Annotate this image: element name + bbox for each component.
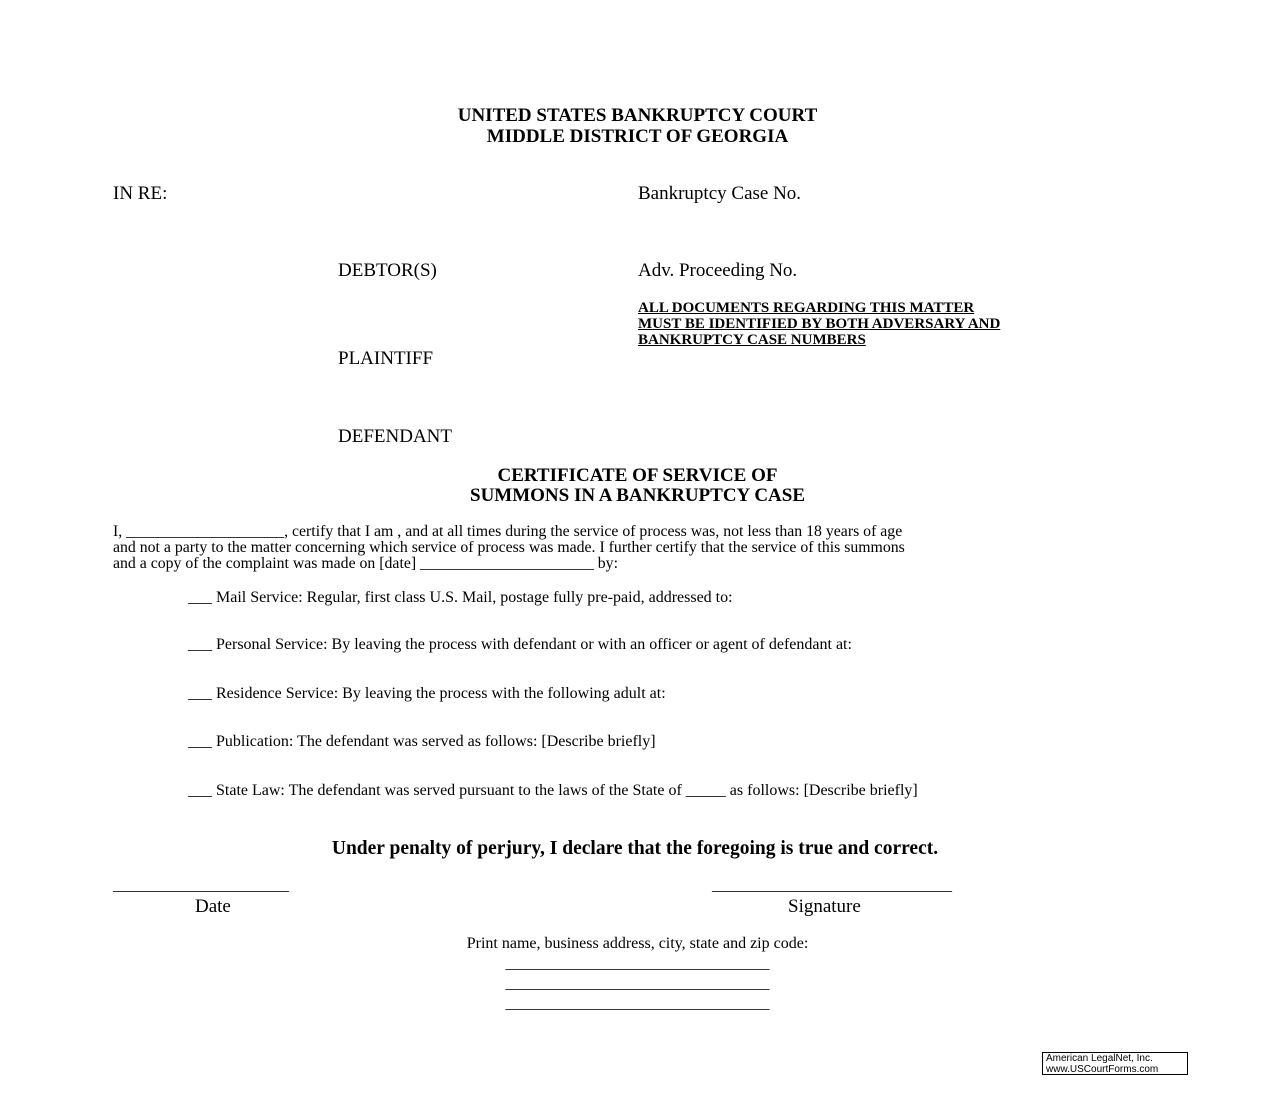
court-name: UNITED STATES BANKRUPTCY COURT: [457, 105, 818, 126]
certification-paragraph: [113, 524, 905, 572]
publication-service-option: ___ Publication: The defendant was served as follows: [Describe briefly]: [188, 733, 656, 750]
document-title: CERTIFICATE OF SERVICE OF: [497, 465, 778, 486]
date-label: Date: [195, 896, 231, 917]
certification-line: and not a party to the matter concerning which service of process was made. I further certify that the service of this summons: [113, 539, 905, 556]
print-name-label: Print name, business address, city, state and zip code:: [466, 935, 809, 952]
debtors-label: DEBTOR(S): [338, 260, 437, 281]
residence-service-option: ___ Residence Service: By leaving the process with the following adult at:: [188, 685, 666, 702]
publisher-url[interactable]: www.USCourtForms.com: [1046, 1064, 1159, 1075]
notice-line: MUST BE IDENTIFIED BY BOTH ADVERSARY AND: [638, 316, 1001, 332]
state-law-service-option: ___ State Law: The defendant was served pursuant to the laws of the State of _____ as follows: [Describe briefly]: [188, 782, 918, 799]
certification-line: I, ____________________, certify that I am , and at all times during the service of process was, not less than 18 years of age: [113, 523, 903, 540]
notice-line: ALL DOCUMENTS REGARDING THIS MATTER: [638, 300, 975, 316]
adv-proceeding-label: Adv. Proceeding No.: [638, 260, 798, 281]
mail-service-option: ___ Mail Service: Regular, first class U.S. Mail, postage fully pre-paid, addressed to:: [188, 589, 733, 606]
signature-line: ______________________________: [712, 877, 952, 894]
certification-line: and a copy of the complaint was made on [date] ______________________ by:: [113, 555, 618, 572]
address-line: _________________________________: [505, 975, 770, 992]
signature-label: Signature: [788, 896, 861, 917]
personal-service-option: ___ Personal Service: By leaving the process with defendant or with an officer or agent of defendant at:: [188, 636, 852, 653]
perjury-declaration: Under penalty of perjury, I declare that the foregoing is true and correct.: [331, 838, 939, 859]
plaintiff-label: PLAINTIFF: [338, 348, 434, 369]
publisher-name: American LegalNet, Inc.: [1046, 1053, 1153, 1064]
defendant-label: DEFENDANT: [338, 426, 452, 447]
district-name: MIDDLE DISTRICT OF GEORGIA: [486, 126, 789, 147]
date-line: ______________________: [113, 877, 289, 894]
publisher-footer: [1042, 1052, 1188, 1075]
in-re-label: IN RE:: [113, 183, 168, 204]
address-line: _________________________________: [505, 995, 770, 1012]
case-number-notice: [638, 300, 1000, 348]
document-subtitle: SUMMONS IN A BANKRUPTCY CASE: [470, 485, 805, 506]
address-line: _________________________________: [505, 955, 770, 972]
case-no-label: Bankruptcy Case No.: [638, 183, 802, 204]
notice-line: BANKRUPTCY CASE NUMBERS: [638, 332, 866, 348]
